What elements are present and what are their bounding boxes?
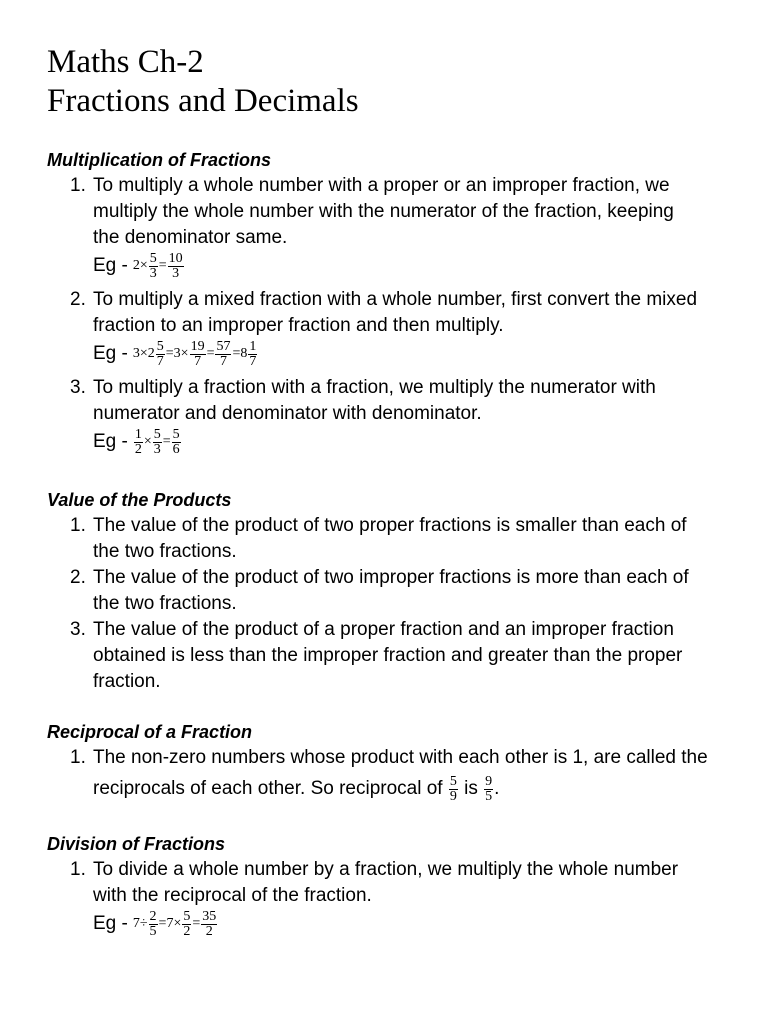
numerator: 9 <box>485 773 493 789</box>
item-number: 2. <box>70 289 86 310</box>
item-math-line <box>93 771 768 807</box>
denominator: 2 <box>183 923 191 939</box>
fraction <box>172 428 181 457</box>
math-text: . <box>494 778 500 799</box>
item-body <box>93 617 768 695</box>
item-text-line: fraction to an improper fraction and then multiply. <box>93 315 504 336</box>
item-text-line: To multiply a mixed fraction with a whole number, first convert the mixed <box>93 289 698 310</box>
math-text: × <box>143 434 152 449</box>
item-text-line: multiply the whole number with the numerator of the fraction, keeping <box>93 201 674 222</box>
math-text: 2× <box>132 258 148 273</box>
numerator: 5 <box>153 426 161 442</box>
math-expression <box>133 340 259 369</box>
item-text-line: the two fractions. <box>93 541 237 562</box>
math-expression <box>133 910 218 939</box>
fraction <box>484 775 493 804</box>
list-item <box>0 173 768 287</box>
item-number: 2. <box>70 567 86 588</box>
item-body <box>93 745 768 807</box>
example-label: Eg - <box>93 913 128 934</box>
math-text: = <box>206 346 215 361</box>
math-text: 3×2 <box>132 346 155 361</box>
example-label: Eg - <box>93 255 128 276</box>
math-text: is <box>458 778 484 799</box>
item-text-line: To multiply a fraction with a fraction, we multiply the numerator with <box>93 377 656 398</box>
item-text-line: To multiply a whole number with a proper or an improper fraction, we <box>93 175 670 196</box>
section-division-of-fractions <box>0 831 768 945</box>
list-item <box>0 857 768 945</box>
numerator: 19 <box>190 338 205 354</box>
section-multiplication-of-fractions <box>0 147 768 463</box>
item-number: 3. <box>70 377 86 398</box>
denominator: 2 <box>205 923 213 939</box>
item-body <box>93 173 768 287</box>
section-value-of-the-products <box>0 487 768 695</box>
list-item <box>0 287 768 375</box>
item-text-line: The non-zero numbers whose product with each other is 1, are called the <box>93 747 708 768</box>
item-number: 1. <box>70 515 86 536</box>
section-heading: Reciprocal of a Fraction <box>47 722 253 742</box>
item-body <box>93 287 768 375</box>
item-body <box>93 513 768 565</box>
fraction <box>149 252 158 281</box>
denominator: 3 <box>153 441 161 457</box>
fraction <box>168 252 184 281</box>
math-text: 7÷ <box>132 916 148 931</box>
example <box>93 427 768 463</box>
denominator: 7 <box>249 353 257 369</box>
math-text: reciprocals of each other. So reciprocal of <box>93 778 448 799</box>
fraction <box>134 428 143 457</box>
fraction <box>215 340 231 369</box>
math-text: = <box>158 258 167 273</box>
numerator: 5 <box>149 250 157 266</box>
fraction <box>190 340 206 369</box>
list-item <box>0 375 768 463</box>
page-title: Fractions and Decimals <box>47 83 359 119</box>
item-number: 1. <box>70 175 86 196</box>
denominator: 5 <box>149 923 157 939</box>
fraction <box>449 775 458 804</box>
fraction <box>149 910 158 939</box>
math-expression <box>133 252 185 281</box>
denominator: 7 <box>156 353 164 369</box>
numerator: 35 <box>202 908 217 924</box>
example-label: Eg - <box>93 343 128 364</box>
denominator: 2 <box>134 441 142 457</box>
denominator: 7 <box>194 353 202 369</box>
numerator: 5 <box>156 338 164 354</box>
math-text: = <box>192 916 201 931</box>
item-text-line: fraction. <box>93 671 161 692</box>
item-text-line: the denominator same. <box>93 227 288 248</box>
list-item <box>0 565 768 617</box>
item-text-line: The value of the product of a proper fraction and an improper fraction <box>93 619 674 640</box>
item-text-line: with the reciprocal of the fraction. <box>93 885 372 906</box>
item-body <box>93 375 768 463</box>
item-body <box>93 857 768 945</box>
section-heading: Value of the Products <box>47 490 232 510</box>
section-heading: Multiplication of Fractions <box>47 150 271 170</box>
section-reciprocal-of-a-fraction <box>0 719 768 807</box>
item-text-line: obtained is less than the improper fraction and greater than the proper <box>93 645 683 666</box>
denominator: 6 <box>172 441 180 457</box>
numerator: 57 <box>216 338 231 354</box>
list-item <box>0 617 768 695</box>
example-label: Eg - <box>93 431 128 452</box>
fraction <box>153 428 162 457</box>
numerator: 1 <box>249 338 257 354</box>
item-text-line: numerator and denominator with denominator. <box>93 403 482 424</box>
fraction <box>182 910 191 939</box>
item-text-line: The value of the product of two improper fractions is more than each of <box>93 567 689 588</box>
list-item <box>0 513 768 565</box>
math-text: =8 <box>232 346 248 361</box>
denominator: 7 <box>219 353 227 369</box>
numerator: 10 <box>168 250 183 266</box>
numerator: 5 <box>449 773 457 789</box>
item-number: 3. <box>70 619 86 640</box>
fraction <box>156 340 165 369</box>
example <box>93 909 768 945</box>
item-number: 1. <box>70 859 86 880</box>
math-text: =3× <box>165 346 189 361</box>
numerator: 5 <box>183 908 191 924</box>
item-number: 1. <box>70 747 86 768</box>
example <box>93 339 768 375</box>
item-body <box>93 565 768 617</box>
numerator: 5 <box>172 426 180 442</box>
denominator: 5 <box>485 788 493 804</box>
math-text: =7× <box>158 916 182 931</box>
item-text-line: The value of the product of two proper fractions is smaller than each of <box>93 515 687 536</box>
section-heading: Division of Fractions <box>47 834 226 854</box>
example <box>93 251 768 287</box>
denominator: 3 <box>149 265 157 281</box>
item-text-line: To divide a whole number by a fraction, we multiply the whole number <box>93 859 679 880</box>
fraction <box>201 910 217 939</box>
numerator: 2 <box>149 908 157 924</box>
denominator: 9 <box>449 788 457 804</box>
chapter-title: Maths Ch-2 <box>47 44 204 80</box>
denominator: 3 <box>172 265 180 281</box>
math-text: = <box>162 434 171 449</box>
item-text-line: the two fractions. <box>93 593 237 614</box>
numerator: 1 <box>134 426 142 442</box>
fraction <box>248 340 257 369</box>
list-item <box>0 745 768 807</box>
math-expression <box>133 428 182 457</box>
